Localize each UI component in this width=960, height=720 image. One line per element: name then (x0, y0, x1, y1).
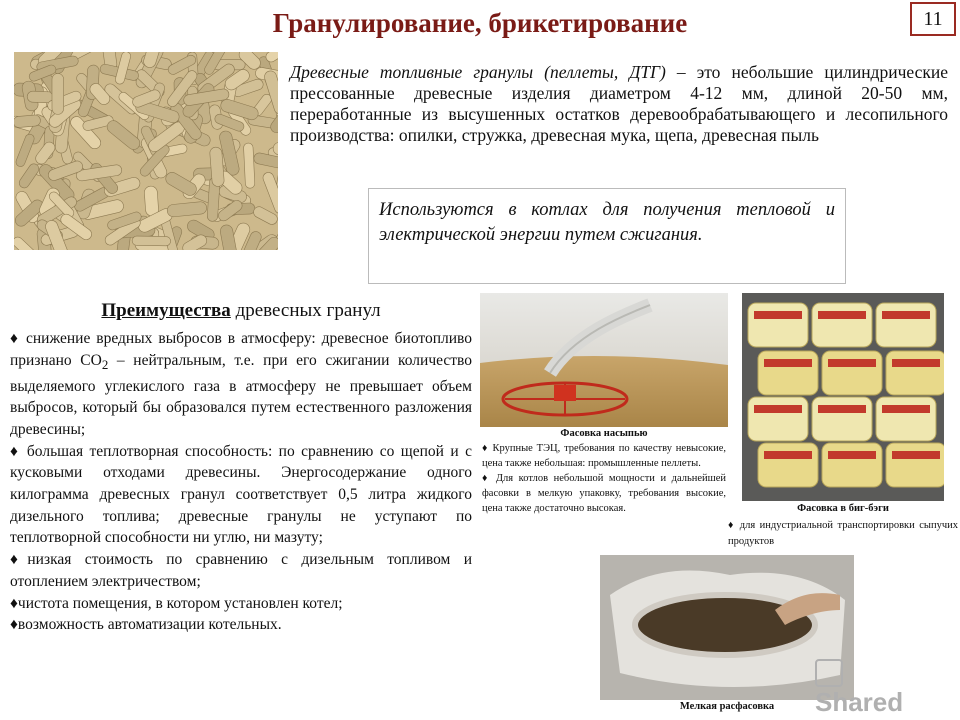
watermark (815, 656, 930, 718)
usage-box: Используются в котлах для получения тепловой и электрической энергии путем сжигания. (368, 188, 846, 284)
advantage-item: ♦чистота помещения, в котором установлен котел; (10, 594, 343, 612)
small-pack-caption: Мелкая расфасовка (679, 701, 775, 712)
page-title: Гранулирование, брикетирование (272, 8, 688, 38)
intro-text: – это небольшие цилиндрические прессованные древесные изделия диаметром 4-12 мм, длиной 20-50 мм, переработанные из высушенных остатков деревообрабатывающего и лесопильного производства: опилки, стружка, древесная мука, щепа, древесная пыль (290, 62, 948, 145)
advantage-item: ♦низкая стоимость по сравнению с дизельным топливом и отоплением электричеством; (10, 551, 472, 590)
bigbag-note: ♦ для индустриальной транспортировки сыпучих продуктов (728, 520, 958, 547)
advantage-item: ♦возможность автоматизации котельных. (10, 616, 282, 634)
advantage-item: ♦ большая теплотворная способность: по сравнению со щепой и с кусковыми отходами древесины. Энергосодержание одного килограмма древесных гранул соответствует 0,5 литра жидкого дизельного топлива; древесные гранулы не уступают по теплотворной способности ни углю, ни мазуту; (10, 442, 472, 547)
pellets-photo (14, 52, 278, 250)
page-number: 11 (910, 2, 956, 36)
intro-paragraph (290, 62, 948, 146)
bulk-note: ♦ Для котлов небольшой мощности и дальнейшей фасовки в мелкую упаковку, требования высокие, цена также достаточно высокая. (482, 473, 727, 514)
watermark-text: Shared (815, 687, 904, 718)
advantages-list (10, 328, 472, 636)
advantages-heading (10, 300, 472, 322)
advantages-heading-bold: Преимущества (101, 300, 231, 321)
bulk-loading-photo (480, 293, 728, 427)
bigbag-caption: Фасовка в биг-бэги (797, 503, 889, 514)
bulk-note: ♦ Крупные ТЭЦ, требования по качеству невысокие, цена также небольшая: промышленные пеллеты. (482, 443, 727, 469)
intro-term: Древесные топливные гранулы (пеллеты, ДТГ) (290, 62, 666, 82)
watermark-icon (815, 659, 843, 687)
advantage-item: ♦ снижение вредных выбросов в атмосферу: древесное биотопливо признано $СО_2$ – нейтральным, т.е. при его сжигании количество выделяемого углекислого газа в атмосферу не превышает объем выбросов, который бы образовался путем естественного разложения древесины; (10, 330, 472, 438)
bulk-caption: Фасовка насыпью (560, 428, 648, 439)
bigbag-photo (742, 293, 944, 501)
bulk-notes (482, 441, 726, 516)
advantages-heading-rest: древесных гранул (230, 300, 381, 321)
